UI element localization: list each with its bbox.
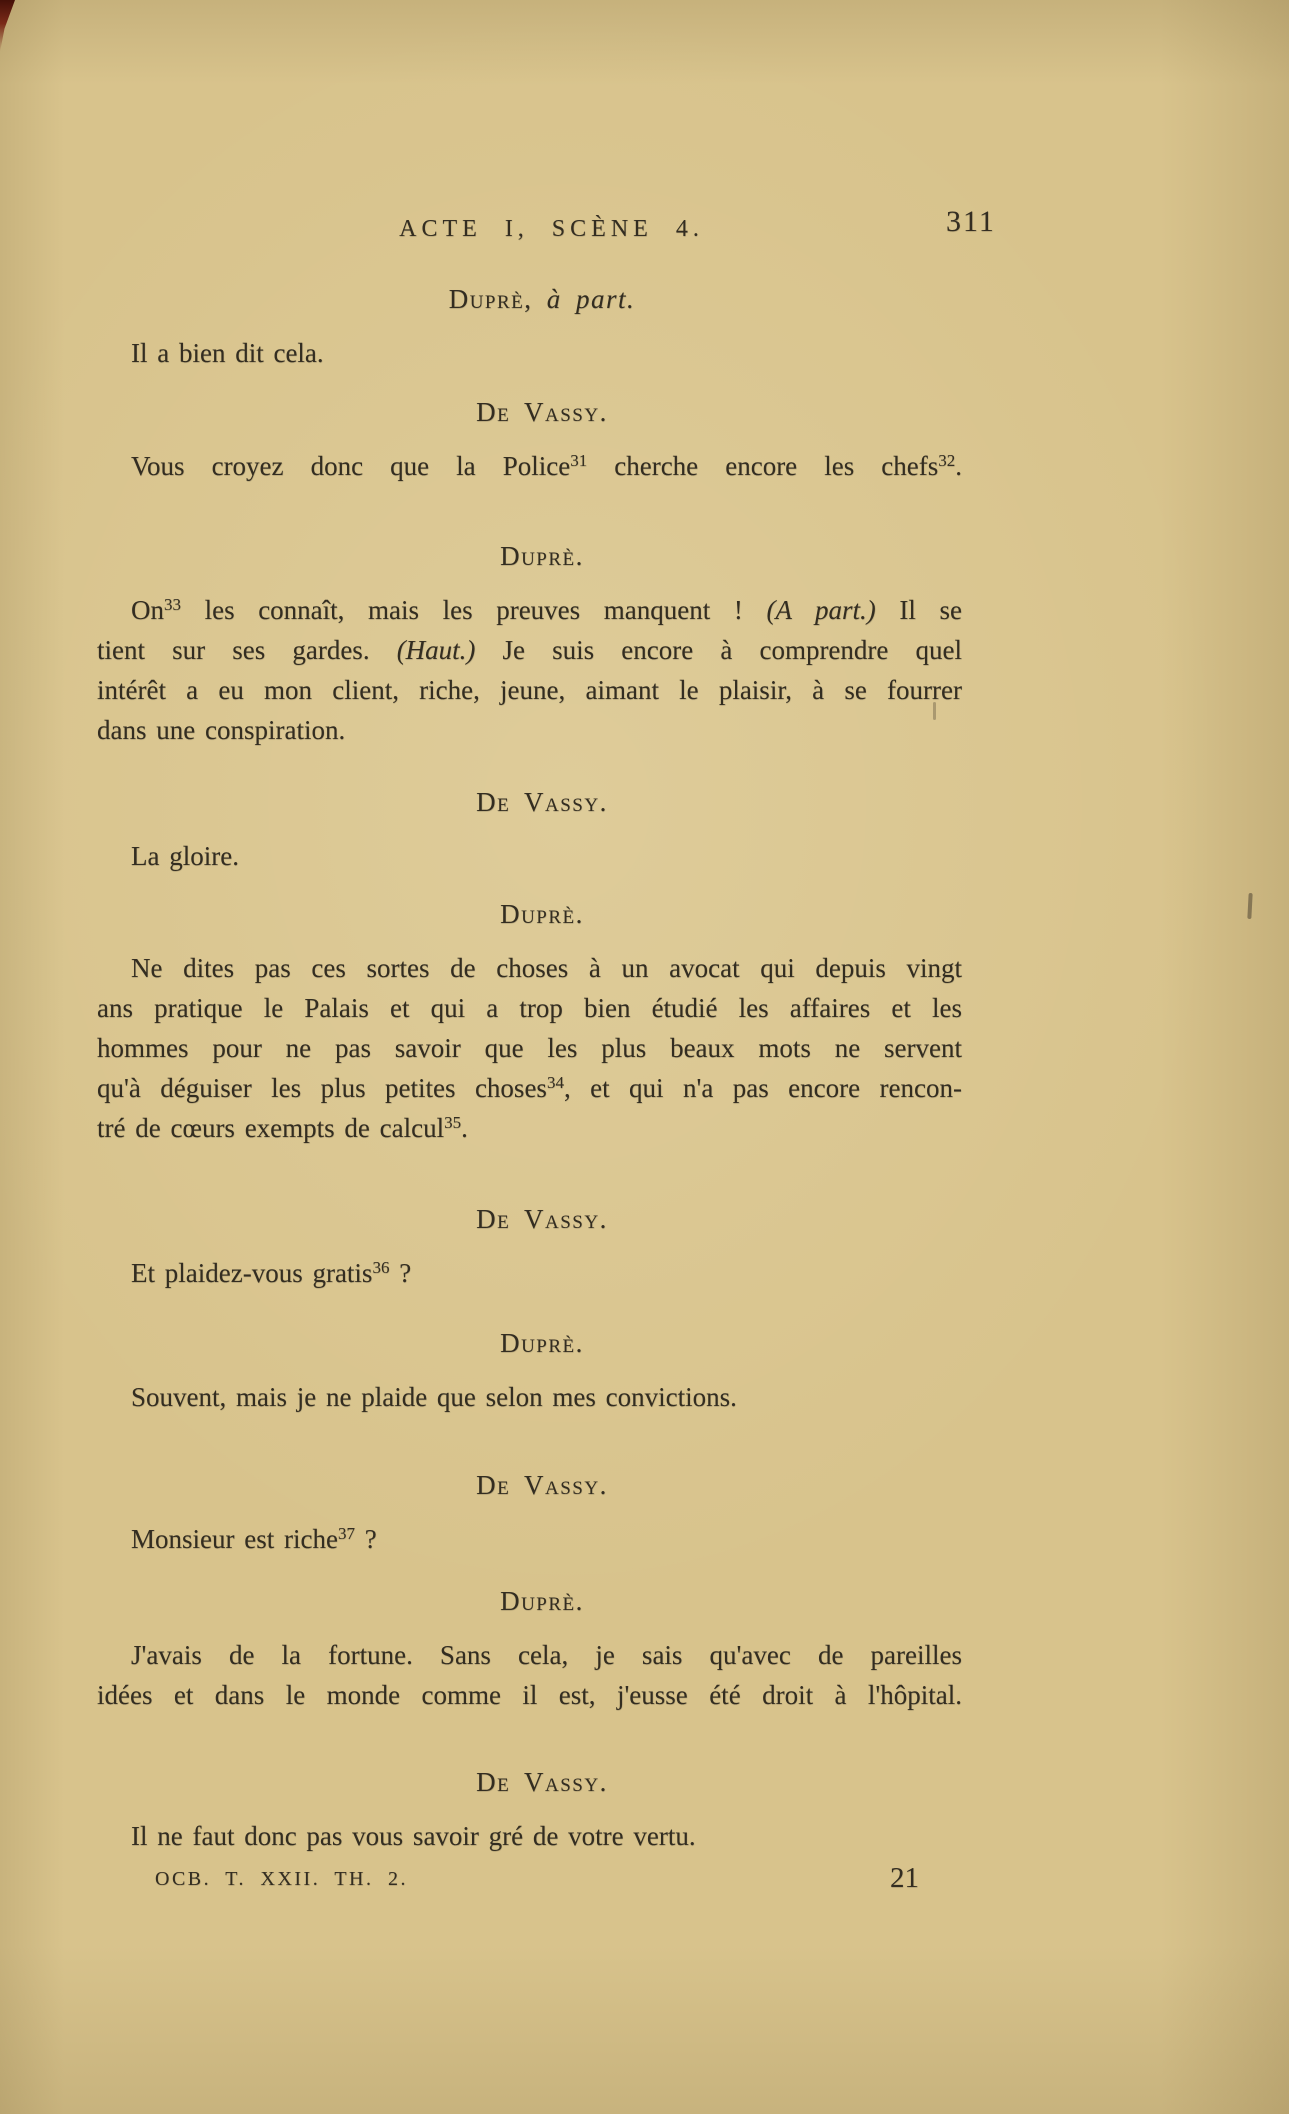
speaker-name: [97, 396, 962, 428]
dialogue-line: [97, 710, 962, 750]
speech-block: [97, 1585, 962, 1715]
speaker-name: [97, 1585, 962, 1617]
dialogue-line: [97, 1028, 962, 1068]
speaker-smallcaps: De Vassy.: [476, 1204, 608, 1234]
sheet-number: 21: [890, 1862, 919, 1894]
speaker-smallcaps: Duprè.: [500, 1586, 584, 1616]
text-run: Ne dites pas ces sortes de choses à un avocat qui depuis vingt: [131, 953, 962, 983]
text-run: .: [461, 1113, 468, 1143]
text-run: qu'à déguiser les plus petites choses: [97, 1073, 547, 1103]
text-run: dans une conspiration.: [97, 715, 346, 745]
speaker-smallcaps: Duprè.: [500, 541, 584, 571]
dialogue-line: [97, 446, 962, 486]
text-run: Il ne faut donc pas vous savoir gré de votre vertu.: [131, 1821, 696, 1851]
dialogue-line: [97, 1816, 962, 1856]
text-run: Vous croyez donc que la Police: [131, 451, 571, 481]
dialogue-line: [97, 948, 962, 988]
footnote-ref: 37: [337, 1524, 355, 1543]
text-run: Il a bien dit cela.: [131, 338, 324, 368]
page-number: 311: [946, 205, 996, 238]
text-run: ?: [354, 1524, 377, 1554]
text-run: .: [955, 451, 962, 481]
speaker-name: [97, 1469, 962, 1501]
speech-block: [97, 1766, 962, 1856]
footnote-ref: 31: [570, 451, 588, 470]
text-run: Il se: [875, 595, 963, 625]
speaker-name: [97, 1766, 962, 1798]
dialogue-line: [97, 1635, 962, 1675]
text-run: hommes pour ne pas savoir que les plus beaux mots ne servent: [97, 1033, 962, 1063]
speaker-smallcaps: Duprè.: [500, 899, 584, 929]
text-run: idées et dans le monde comme il est, j'eusse été droit à l'hôpital.: [97, 1680, 962, 1710]
dialogue-line: [97, 590, 962, 630]
text-run: J'avais de la fortune. Sans cela, je sais qu'avec de pareilles: [131, 1640, 962, 1670]
speech-text: [97, 1816, 962, 1856]
footnote-ref: 32: [938, 451, 956, 470]
text-run: tient sur ses gardes.: [97, 635, 397, 665]
speech-text: [97, 836, 962, 876]
text-run: On: [131, 595, 164, 625]
text-run: ?: [389, 1258, 412, 1288]
speech-text: [97, 1519, 962, 1559]
speech-text: [97, 1635, 962, 1715]
text-run: , et qui n'a pas encore rencon-: [563, 1073, 962, 1103]
speech-text: [97, 333, 962, 373]
speaker-name: [97, 283, 962, 315]
text-run: La gloire.: [131, 841, 239, 871]
speaker-name: [97, 898, 962, 930]
speech-block: [97, 786, 962, 876]
text-run: ans pratique le Palais et qui a trop bien étudié les affaires et les: [97, 993, 962, 1023]
dialogue-line: [97, 1068, 962, 1108]
speech-text: [97, 1377, 962, 1417]
speech-block: [97, 1327, 962, 1417]
text-run: les connaît, mais les preuves manquent !: [181, 595, 767, 625]
speech-block: [97, 283, 962, 373]
dialogue-line: [97, 1253, 962, 1293]
speaker-name: [97, 540, 962, 572]
footnote-ref: 33: [164, 595, 181, 614]
text-run: Monsieur est riche: [131, 1524, 338, 1554]
text-run: tré de cœurs exempts de calcul: [97, 1113, 445, 1143]
dialogue-line: [97, 1519, 962, 1559]
speech-block: [97, 540, 962, 750]
footnote-ref: 36: [372, 1258, 390, 1277]
running-head: ACTE I, SCÈNE 4.: [399, 216, 704, 242]
speaker-name: [97, 786, 962, 818]
speech-text: [97, 948, 962, 1148]
speaker-name: [97, 1203, 962, 1235]
dialogue-line: [97, 1675, 962, 1715]
text-run: Et plaidez-vous gratis: [131, 1258, 373, 1288]
page-edge-mark: [933, 702, 936, 720]
edition-mark: OCB. T. XXII. TH. 2.: [155, 1868, 408, 1890]
stage-direction: (Haut.): [396, 635, 476, 665]
dialogue-line: [97, 1108, 962, 1148]
footnote-ref: 35: [444, 1113, 462, 1132]
speech-block: [97, 898, 962, 1148]
dialogue-line: [97, 836, 962, 876]
speech-text: [97, 590, 962, 750]
text-run: Souvent, mais je ne plaide que selon mes convictions.: [131, 1382, 737, 1412]
dialogue-line: [97, 630, 962, 670]
speaker-smallcaps: De Vassy.: [476, 1470, 608, 1500]
speaker-smallcaps: Duprè.: [500, 1328, 584, 1358]
speech-block: [97, 1203, 962, 1293]
text-run: intérêt a eu mon client, riche, jeune, aimant le plaisir, à se fourrer: [97, 675, 962, 705]
stage-direction: à part.: [546, 284, 636, 314]
text-run: cherche encore les chefs: [587, 451, 939, 481]
speaker-smallcaps: Duprè: [448, 284, 525, 314]
dialogue-line: [97, 1377, 962, 1417]
speaker-smallcaps: De Vassy.: [476, 787, 608, 817]
speaker-name: [97, 1327, 962, 1359]
stage-direction: (A part.): [766, 595, 876, 625]
speech-block: [97, 1469, 962, 1559]
speech-text: [97, 446, 962, 486]
text-run: Je suis encore à comprendre quel: [475, 635, 962, 665]
dialogue-line: [97, 988, 962, 1028]
speaker-smallcaps: De Vassy.: [476, 397, 608, 427]
speech-text: [97, 1253, 962, 1293]
speaker-smallcaps: De Vassy.: [476, 1767, 608, 1797]
speech-block: [97, 396, 962, 486]
text-run: ,: [524, 284, 547, 314]
dialogue-line: [97, 333, 962, 373]
dialogue-line: [97, 670, 962, 710]
footnote-ref: 34: [546, 1073, 564, 1092]
